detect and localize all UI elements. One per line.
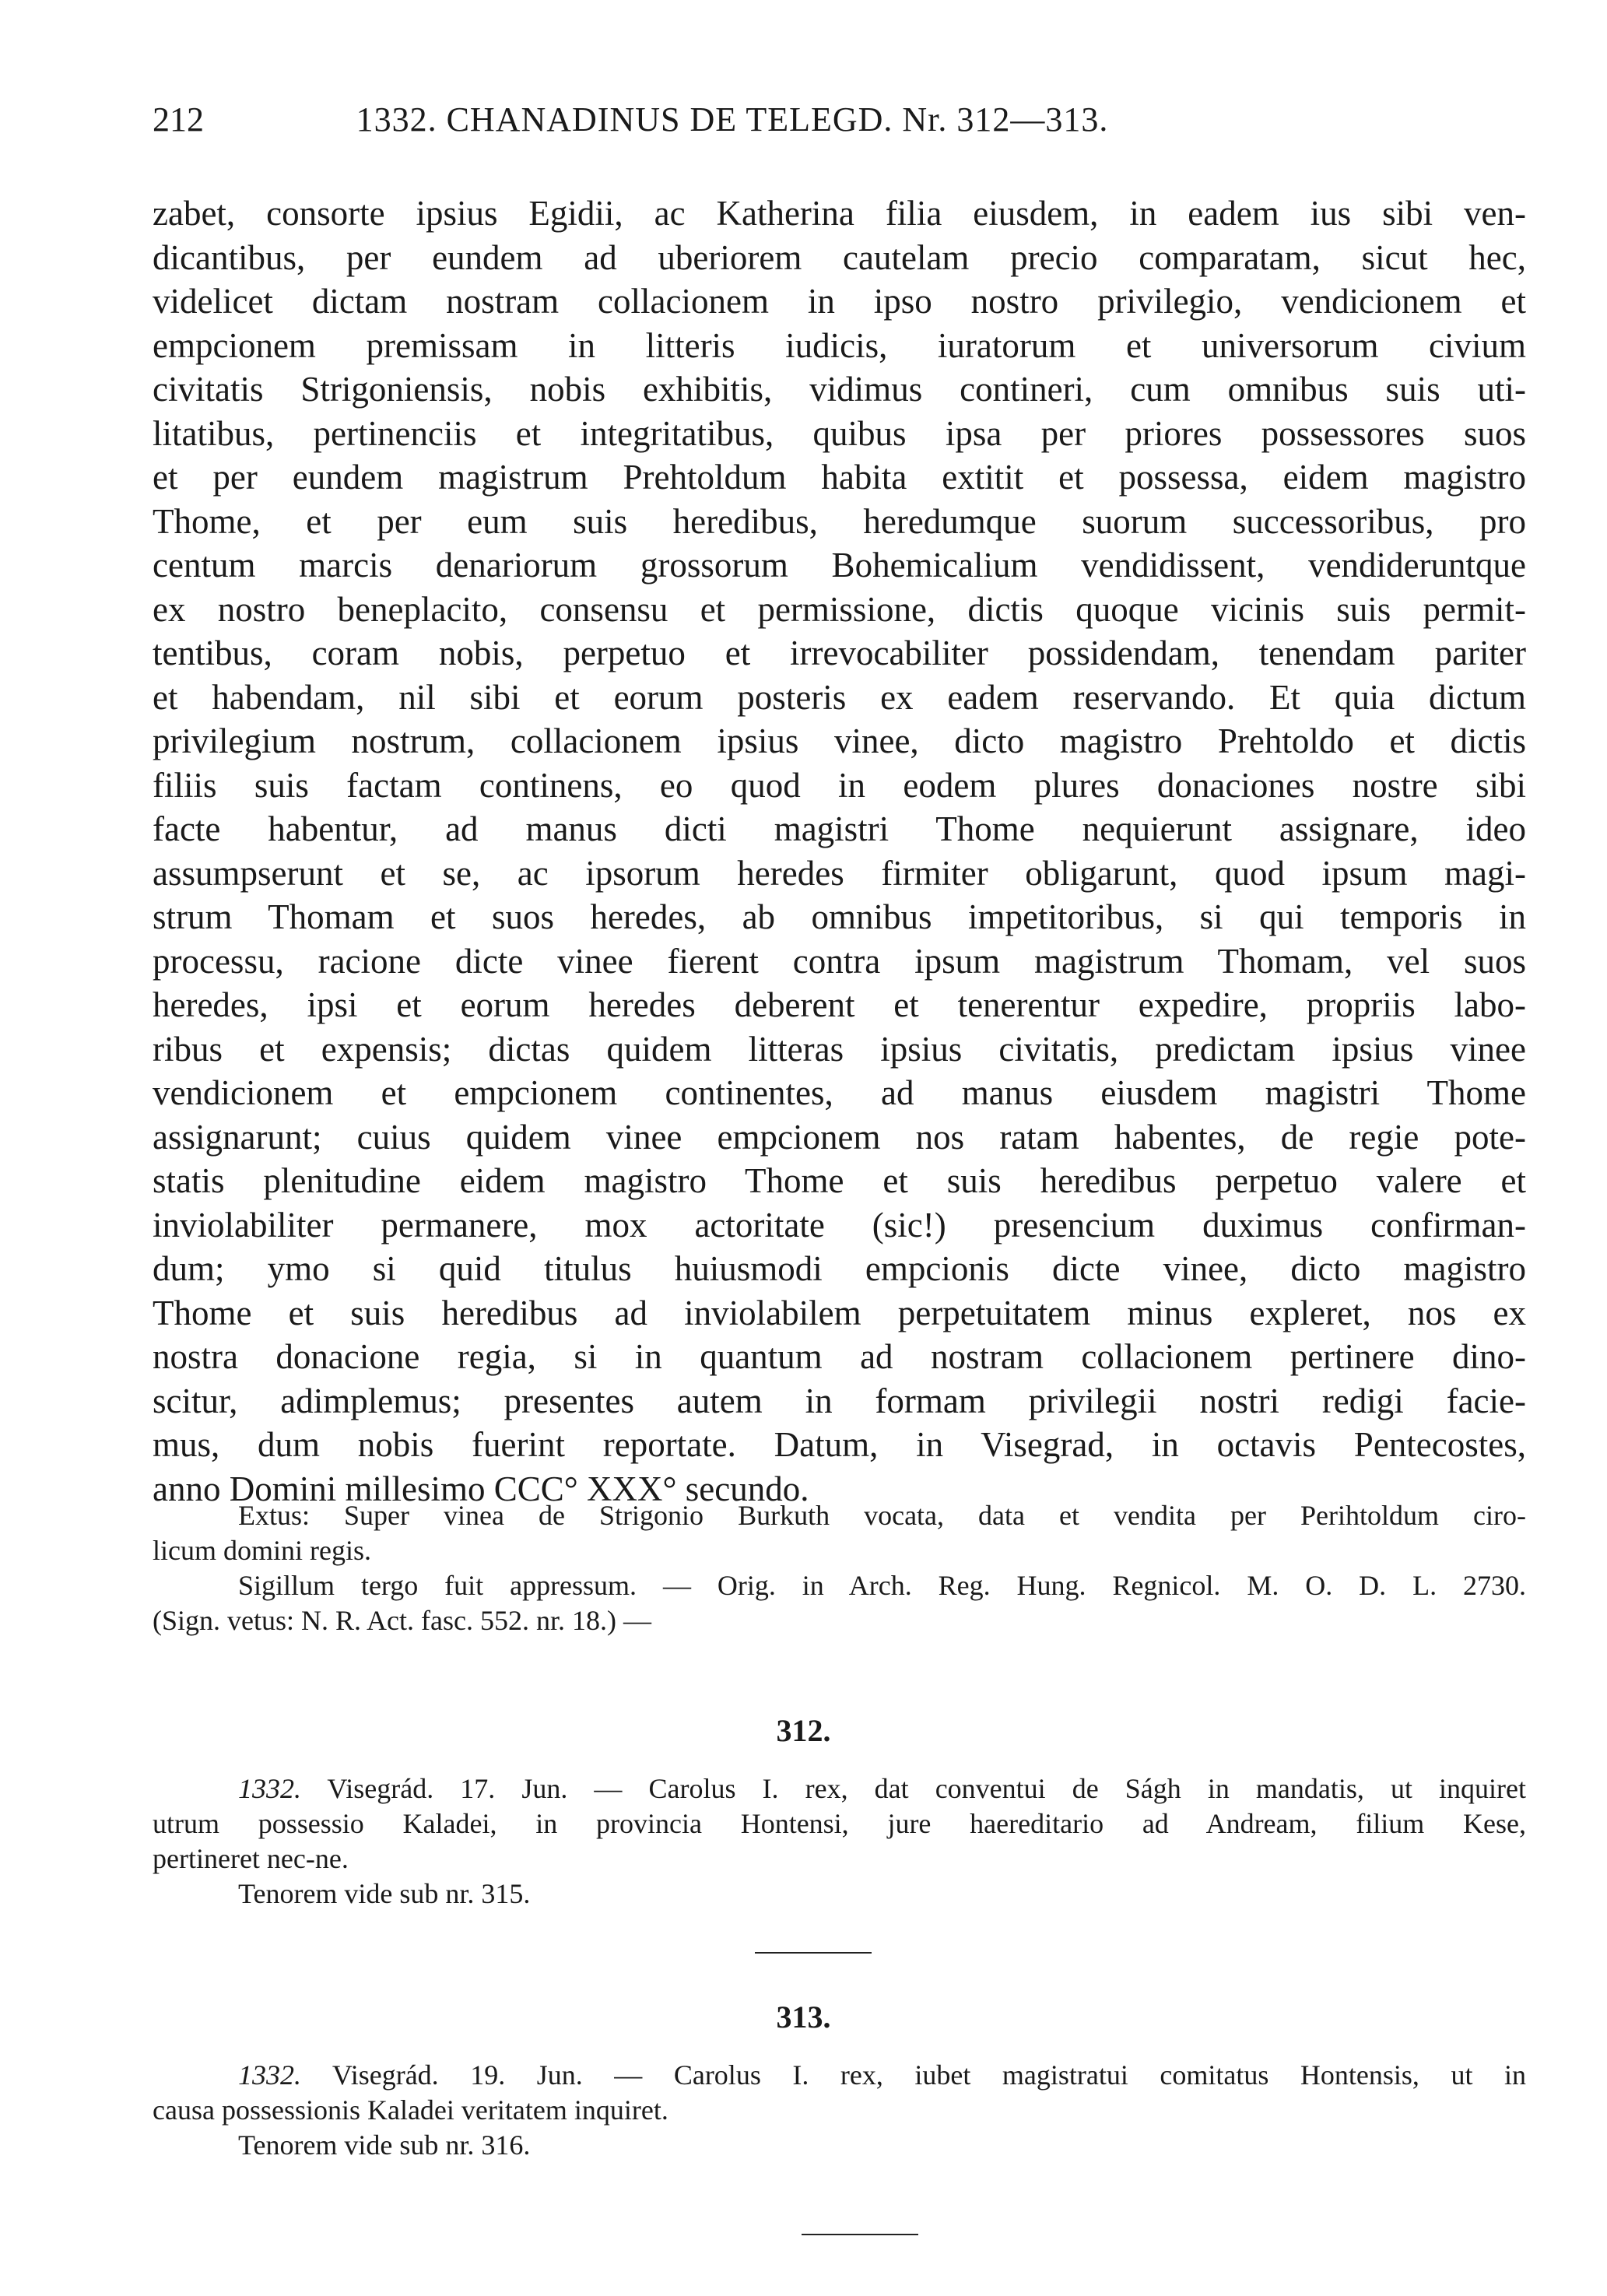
text-line: videlicet dictam nostram collacionem in ipso nostro privilegio, vendicionem et (153, 282, 1526, 321)
reference-line: Tenorem vide sub nr. 315. (238, 1878, 531, 1909)
regest-year: 1332. (238, 1773, 301, 1804)
regest-line: pertineret nec-ne. (153, 1843, 349, 1874)
entry-number-312: 312. (776, 1713, 831, 1748)
text-line: et per eundem magistrum Prehtoldum habita extitit et possessa, eidem magistro (153, 458, 1526, 497)
text-line: scitur, adimplemus; presentes autem in formam privilegii nostri redigi facie- (153, 1381, 1526, 1420)
text-line: mus, dum nobis fuerint reportate. Datum, in Visegrad, in octavis Pentecostes, (153, 1425, 1526, 1464)
text-line: Thome et suis heredibus ad inviolabilem perpetuitatem minus expleret, nos ex (153, 1293, 1526, 1332)
text-line: anno Domini millesimo CCC° XXX° secundo. (153, 1469, 809, 1508)
regest-line (153, 1771, 1526, 1806)
text-line: et habendam, nil sibi et eorum posteris ex eadem reservando. Et quia dictum (153, 677, 1526, 717)
text-line: processu, racione dicte vinee fierent contra ipsum magistrum Thomam, vel suos (153, 941, 1526, 981)
text-line: empcionem premissam in litteris iudicis, iuratorum et universorum civium (153, 325, 1526, 365)
text-line: filiis suis factam continens, eo quod in eodem plures donaciones nostre sibi (153, 765, 1526, 805)
regest-text: Visegrád. 19. Jun. — Carolus I. rex, iubet magistratui comitatus Hontensis, ut in (301, 2059, 1526, 2091)
text-line: zabet, consorte ipsius Egidii, ac Katherina filia eiusdem, in eadem ius sibi ven- (153, 194, 1526, 233)
text-line: litatibus, pertinenciis et integritatibus, quibus ipsa per priores possessores suos (153, 413, 1526, 453)
text-line: Thome, et per eum suis heredibus, heredumque suorum successoribus, pro (153, 501, 1526, 541)
running-head (153, 100, 1312, 146)
text-line: nostra donacione regia, si in quantum ad nostram collacionem pertinere dino- (153, 1337, 1526, 1376)
text-line: strum Thomam et suos heredes, ab omnibus impetitoribus, si qui temporis in (153, 897, 1526, 936)
regest-line: causa possessionis Kaladei veritatem inquiret. (153, 2094, 668, 2126)
text-line: dum; ymo si quid titulus huiusmodi empcionis dicte vinee, dicto magistro (153, 1249, 1526, 1288)
header-title: 1332. CHANADINUS DE TELEGD. Nr. 312—313. (356, 100, 1109, 139)
text-line: heredes, ipsi et eorum heredes deberent et tenerentur expedire, propriis labo- (153, 985, 1526, 1024)
archival-notes (153, 1498, 1526, 1638)
text-line: ex nostro beneplacito, consensu et permissione, dictis quoque vicinis suis permit- (153, 589, 1526, 629)
extus-note-line: licum domini regis. (153, 1535, 371, 1566)
entry-312-regest (153, 1771, 1526, 1912)
sigillum-note-line: Sigillum tergo fuit appressum. — Orig. in Arch. Reg. Hung. Regnicol. M. O. D. L. 2730. (238, 1570, 1526, 1601)
regest-line (153, 2058, 1526, 2093)
text-line: centum marcis denariorum grossorum Bohemicalium vendidissent, vendideruntque (153, 546, 1526, 585)
sigillum-note-line: (Sign. vetus: N. R. Act. fasc. 552. nr. 18.) — (153, 1605, 651, 1636)
regest-line: utrum possessio Kaladei, in provincia Hontensi, jure haereditario ad Andream, filium Kese, (153, 1808, 1526, 1839)
text-line: assignarunt; cuius quidem vinee empcionem nos ratam habentes, de regie pote- (153, 1117, 1526, 1157)
text-line: tentibus, coram nobis, perpetuo et irrevocabiliter possidendam, tenendam pariter (153, 634, 1526, 672)
text-line: privilegium nostrum, collacionem ipsius vinee, dicto magistro Prehtoldo et dictis (153, 721, 1526, 760)
regest-text: Visegrád. 17. Jun. — Carolus I. rex, dat conventui de Ságh in mandatis, ut inquiret (301, 1773, 1526, 1804)
text-line: statis plenitudine eidem magistro Thome et suis heredibus perpetuo valere et (153, 1161, 1526, 1200)
reference-line: Tenorem vide sub nr. 316. (238, 2129, 531, 2161)
section-divider (802, 2234, 918, 2235)
text-line: ribus et expensis; dictas quidem litteras ipsius civitatis, predictam ipsius vinee (153, 1029, 1526, 1069)
text-line: vendicionem et empcionem continentes, ad manus eiusdem magistri Thome (153, 1073, 1526, 1112)
entry-313-regest (153, 2058, 1526, 2163)
extus-note-line: Extus: Super vinea de Strigonio Burkuth vocata, data et vendita per Perihtoldum ciro- (238, 1500, 1526, 1531)
text-line: facte habentur, ad manus dicti magistri Thome nequierunt assignare, ideo (153, 809, 1526, 848)
text-line: assumpserunt et se, ac ipsorum heredes firmiter obligarunt, quod ipsum magi- (153, 853, 1526, 893)
text-line: inviolabiliter permanere, mox actoritate (sic!) presencium duximus confirman- (153, 1205, 1526, 1245)
section-divider (755, 1952, 872, 1954)
entry-number-313: 313. (776, 1999, 831, 2034)
page-number: 212 (153, 100, 204, 139)
regest-year: 1332. (238, 2059, 301, 2091)
text-line: dicantibus, per eundem ad uberiorem cautelam precio comparatam, sicut hec, (153, 237, 1526, 277)
charter-text (153, 191, 1526, 1511)
text-line: civitatis Strigoniensis, nobis exhibitis, vidimus contineri, cum omnibus suis uti- (153, 370, 1526, 409)
